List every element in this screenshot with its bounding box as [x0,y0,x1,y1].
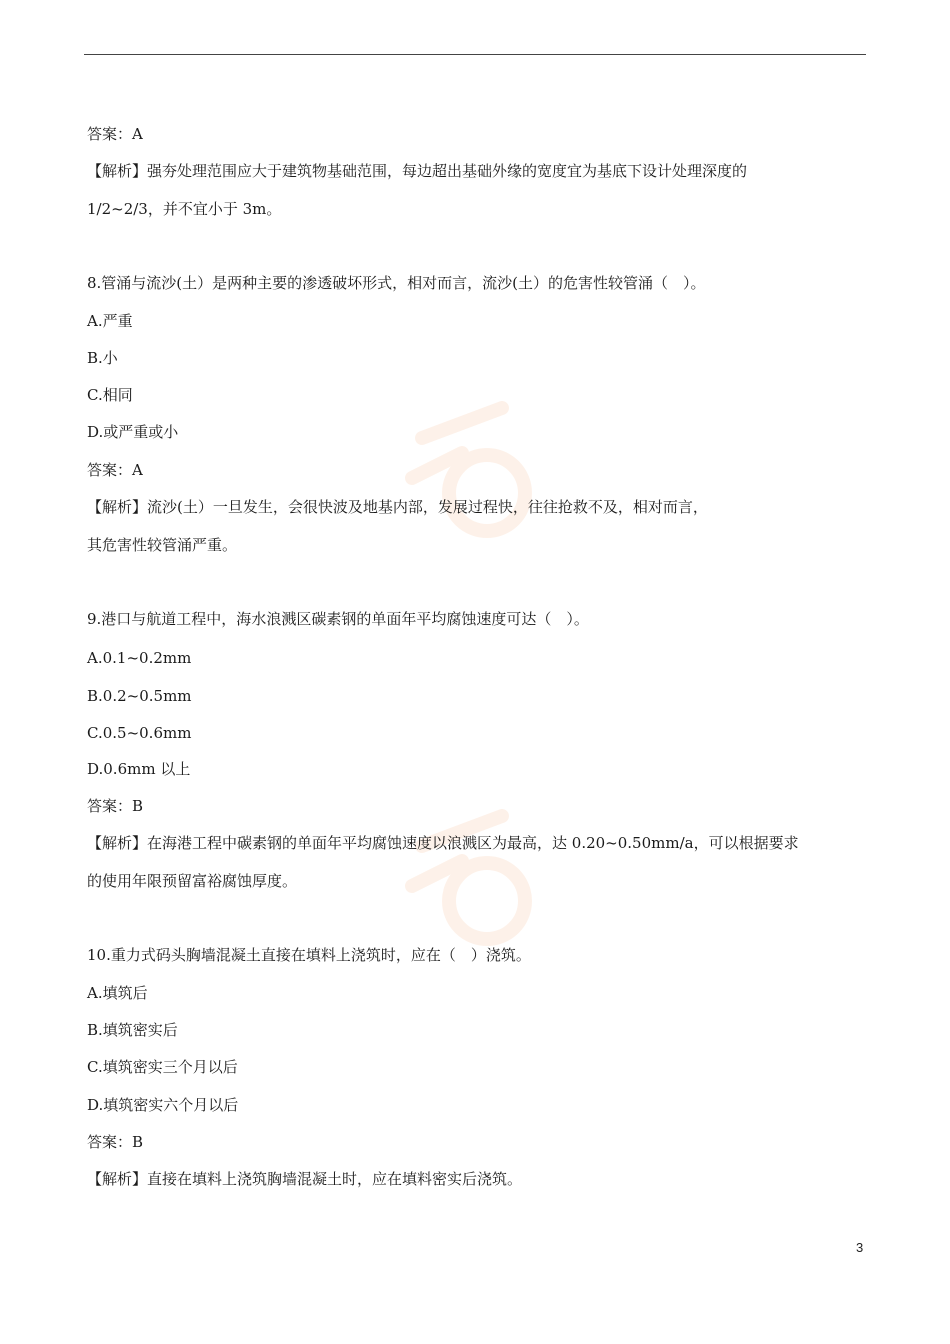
q8-analysis-line-1: 【解析】流沙(土）一旦发生，会很快波及地基内部，发展过程快，往往抢救不及，相对而言， [87,498,708,516]
q8-option-c: C.相同 [87,386,133,404]
q10-option-b: B.填筑密实后 [87,1021,178,1039]
q7-analysis-line-2: 1/2~2/3，并不宜小于 3m。 [87,200,282,218]
watermark-logo-bottom [392,806,542,946]
q9-analysis-line-2: 的使用年限预留富裕腐蚀厚度。 [87,872,298,890]
q8-option-b: B.小 [87,349,118,367]
q9-option-d: D.0.6mm 以上 [87,760,191,778]
watermark-logo-top [392,398,542,538]
q10-option-d: D.填筑密实六个月以后 [87,1096,239,1114]
page-number: 3 [856,1240,864,1255]
q7-answer: 答案：A [87,125,143,143]
q8-analysis-line-2: 其危害性较管涌严重。 [87,536,238,554]
q9-question: 9.港口与航道工程中，海水浪溅区碳素钢的单面年平均腐蚀速度可达（ ）。 [87,610,589,628]
header-rule [84,54,866,55]
q10-option-c: C.填筑密实三个月以后 [87,1058,238,1076]
q8-option-d: D.或严重或小 [87,423,179,441]
q10-answer: 答案：B [87,1133,144,1151]
q9-analysis-line-1: 【解析】在海港工程中碳素钢的单面年平均腐蚀速度以浪溅区为最高，达 0.20~0.50mm/a，可以根据要求 [87,834,799,852]
q8-option-a: A.严重 [87,312,133,330]
q10-analysis-line-1: 【解析】直接在填料上浇筑胸墙混凝土时，应在填料密实后浇筑。 [87,1170,523,1188]
q10-option-a: A.填筑后 [87,984,148,1002]
q8-question: 8.管涌与流沙(土）是两种主要的渗透破坏形式，相对而言，流沙(土）的危害性较管涌（ ）。 [87,274,706,292]
q7-analysis-line-1: 【解析】强夯处理范围应大于建筑物基础范围，每边超出基础外缘的宽度宜为基底下设计处理深度的 [87,162,748,180]
q9-option-a: A.0.1~0.2mm [87,649,192,667]
q10-question: 10.重力式码头胸墙混凝土直接在填料上浇筑时，应在（ ）浇筑。 [87,946,531,964]
q9-option-c: C.0.5~0.6mm [87,724,192,742]
q9-answer: 答案：B [87,797,144,815]
q9-option-b: B.0.2~0.5mm [87,687,192,705]
q8-answer: 答案：A [87,461,143,479]
